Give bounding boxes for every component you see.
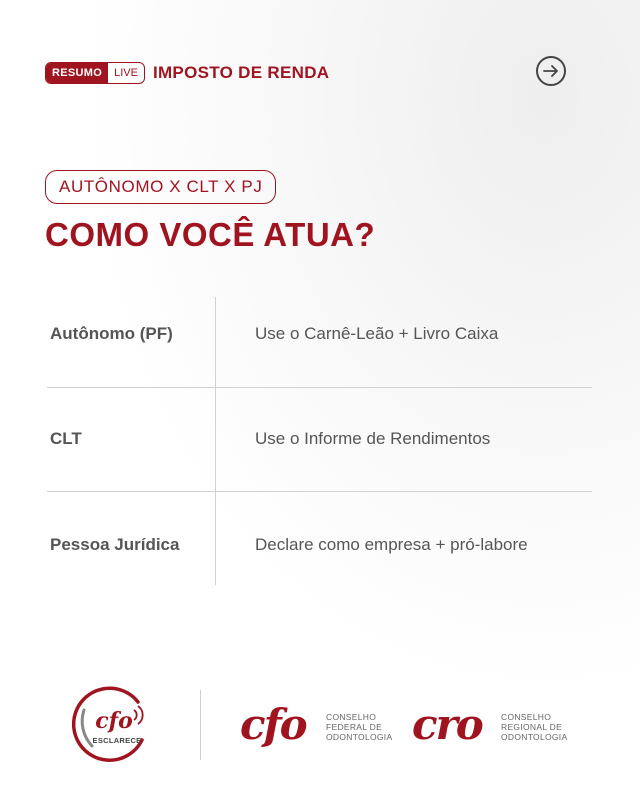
cro-caption-line: ODONTOLOGIA [501, 732, 568, 742]
cfo-caption [326, 712, 392, 742]
header-title: IMPOSTO DE RENDA [152, 63, 330, 82]
broadcast-waves-icon [134, 706, 143, 724]
cro-caption [501, 712, 567, 742]
cfo-caption-line: FEDERAL DE [326, 722, 383, 732]
cfo-logo: cfo [240, 700, 306, 749]
footer-divider [200, 690, 201, 760]
header [45, 62, 329, 84]
row-value-autonomo: Use o Carnê-Leão + Livro Caixa [255, 324, 499, 343]
next-button[interactable] [536, 56, 566, 86]
esclarece-label: ESCLARECE [92, 736, 142, 745]
cro-caption-line: CONSELHO [501, 712, 552, 722]
cro-caption-line: REGIONAL DE [501, 722, 563, 732]
cfo-caption-line: ODONTOLOGIA [326, 732, 393, 742]
row-label-autonomo: Autônomo (PF) [50, 324, 173, 343]
row-label-pj: Pessoa Jurídica [50, 535, 180, 554]
row-value-pj: Declare como empresa + pró-labore [255, 535, 528, 554]
row-divider [47, 491, 592, 492]
row-label-clt: CLT [50, 429, 82, 448]
row-divider [47, 387, 592, 388]
cfo-esclarece-logo [72, 680, 158, 766]
comparison-tag: AUTÔNOMO X CLT X PJ [45, 170, 276, 204]
page-title: COMO VOCÊ ATUA? [45, 216, 376, 253]
cfo-caption-line: CONSELHO [326, 712, 377, 722]
table-vertical-divider [215, 297, 216, 585]
comparison-table [47, 297, 592, 585]
arrow-right-icon [542, 62, 560, 80]
badge-live: LIVE [114, 67, 138, 79]
esclarece-logo-text: cfo [95, 708, 133, 734]
resumo-live-badge [45, 62, 145, 84]
cro-logo: cro [412, 700, 482, 749]
badge-resumo: RESUMO [46, 63, 108, 83]
row-value-clt: Use o Informe de Rendimentos [255, 429, 491, 448]
